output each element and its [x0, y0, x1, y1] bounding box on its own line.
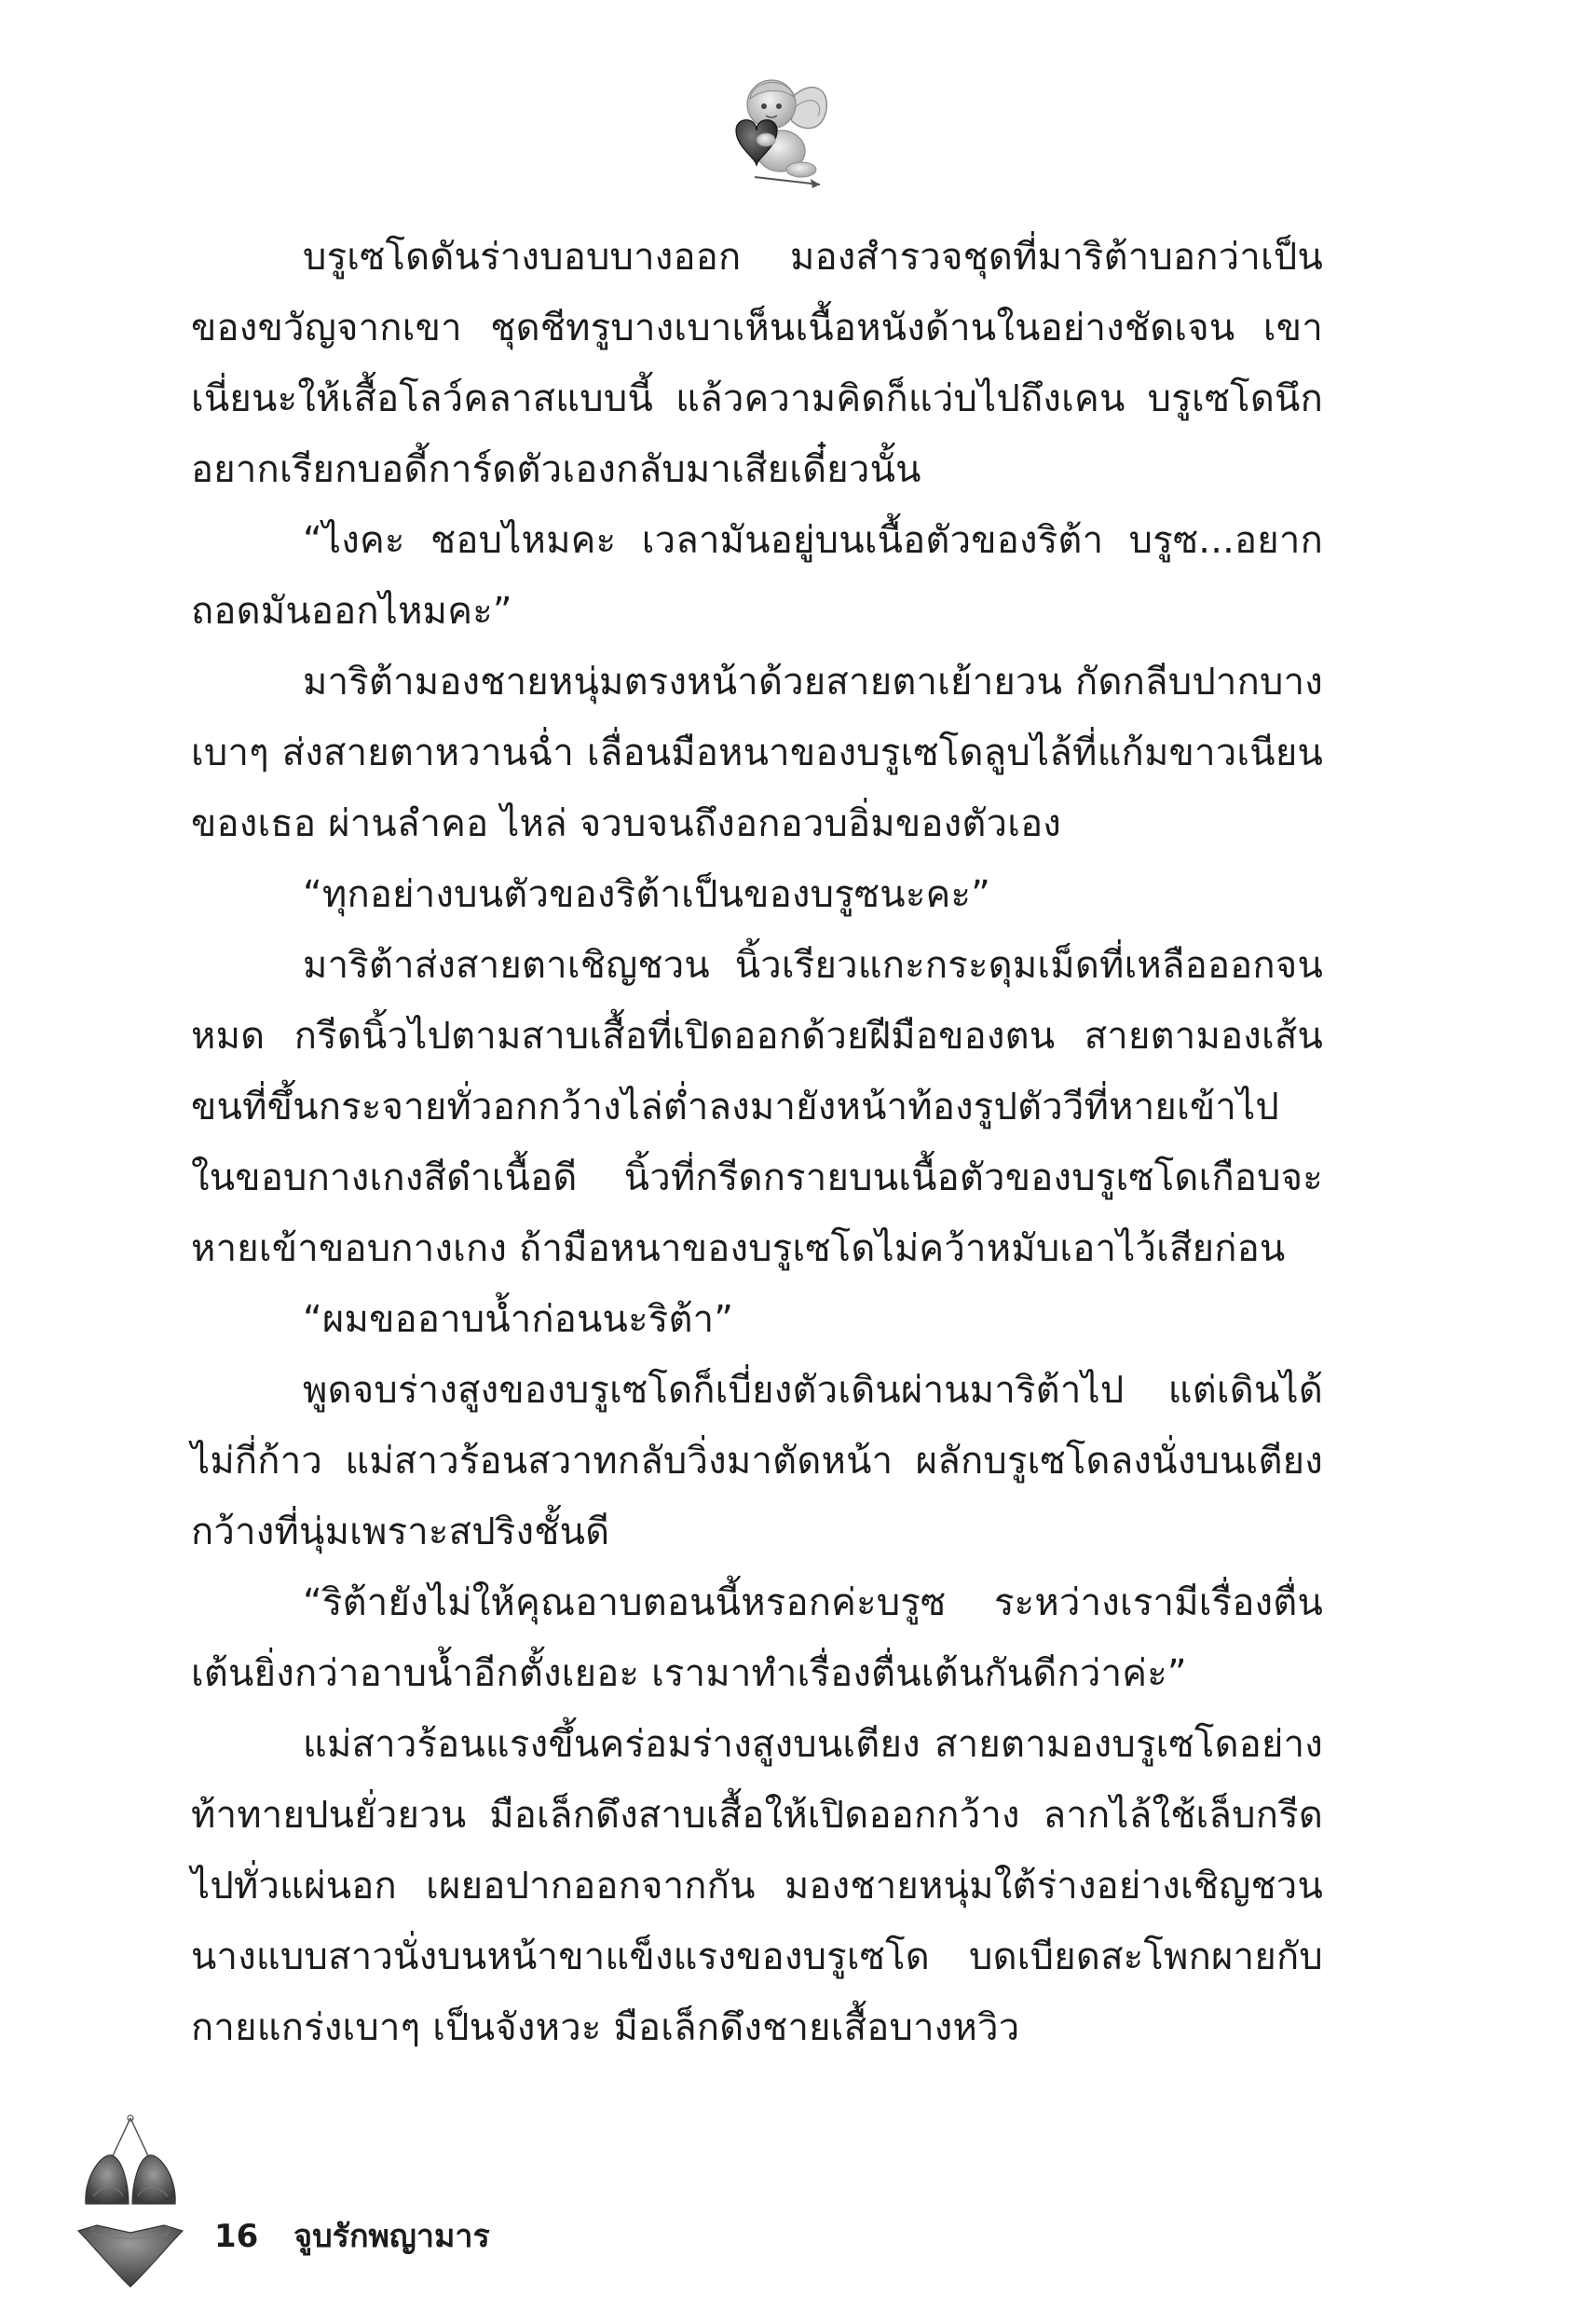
- paragraph-9: แม่สาวร้อนแรงขึ้นคร่อมร่างสูงบนเตียง สายตามองบรูเซโดอย่างท้าทายปนยั่วยวน มือเล็กดึงสาบเสื้อให้เปิดออกกว้าง ลากไล้ใช้เล็บกรีดไปทั่วแผ่นอก เผยอปากออกจากกัน มองชายหนุ่มใต้ร่างอย่างเชิญชวน นางแบบสาวนั่งบนหน้าขาแข็งแรงของบรูเซโด บดเบียดสะโพกผายกับกายแกร่งเบาๆ เป็นจังหวะ มือเล็กดึงชายเสื้อบางหวิว: [191, 1723, 1323, 2049]
- paragraph-3: มาริต้ามองชายหนุ่มตรงหน้าด้วยสายตาเย้ายวน กัดกลีบปากบางเบาๆ ส่งสายตาหวานฉ่ำ เลื่อนมือหนาของบรูเซโดลูบไล้ที่แก้มขาวเนียนของเธอ ผ่านลำคอ ไหล่ จวบจนถึงอกอวบอิ่มของตัวเอง: [191, 661, 1323, 845]
- paragraph-7: พูดจบร่างสูงของบรูเซโดก็เบี่ยงตัวเดินผ่านมาริต้าไป แต่เดินได้ไม่กี่ก้าว แม่สาวร้อนสวาทกลับวิ่งมาตัดหน้า ผลักบรูเซโดลงนั่งบนเตียงกว้างที่นุ่มเพราะสปริงชั้นดี: [191, 1369, 1323, 1553]
- paragraph-4: “ทุกอย่างบนตัวของริต้าเป็นของบรูซนะคะ”: [303, 873, 991, 916]
- page-footer: [214, 2210, 490, 2261]
- page-number: 16: [214, 2218, 259, 2255]
- bikini-bottom-icon: [75, 2218, 186, 2292]
- bikini-top-icon: [75, 2111, 186, 2213]
- paragraph-5: มาริต้าส่งสายตาเชิญชวน นิ้วเรียวแกะกระดุมเม็ดที่เหลือออกจนหมด กรีดนิ้วไปตามสาบเสื้อที่เปิดออกด้วยฝีมือของตน สายตามองเส้นขนที่ขึ้นกระจายทั่วอกกว้างไล่ต่ำลงมายังหน้าท้องรูปตัววีที่หายเข้าไปในขอบกางเกงสีดำเนื้อดี นิ้วที่กรีดกรายบนเนื้อตัวของบรูเซโดเกือบจะหายเข้าขอบกางเกง ถ้ามือหนาของบรูเซโดไม่คว้าหมับเอาไว้เสียก่อน: [191, 944, 1323, 1270]
- body-text: [191, 222, 1323, 2063]
- paragraph-2: “ไงคะ ชอบไหมคะ เวลามันอยู่บนเนื้อตัวของริต้า บรูซ...อยากถอดมันออกไหมคะ”: [191, 519, 1323, 633]
- paragraph-6: “ผมขออาบน้ำก่อนนะริต้า”: [303, 1298, 734, 1341]
- cupid-with-heart-icon: [699, 65, 839, 196]
- book-title: จูบรักพญามาร: [293, 2218, 490, 2255]
- paragraph-8: “ริต้ายังไม่ให้คุณอาบตอนนี้หรอกค่ะบรูซ ระหว่างเรามีเรื่องตื่นเต้นยิ่งกว่าอาบน้ำอีกตั้งเยอะ เรามาทำเรื่องตื่นเต้นกันดีกว่าค่ะ”: [191, 1581, 1323, 1695]
- paragraph-1: บรูเซโดดันร่างบอบบางออก มองสำรวจชุดที่มาริต้าบอกว่าเป็นของขวัญจากเขา ชุดชีทรูบางเบาเห็นเนื้อหนังด้านในอย่างชัดเจน เขาเนี่ยนะให้เสื้อโลว์คลาสแบบนี้ แล้วความคิดก็แว่บไปถึงเคน บรูเซโดนึกอยากเรียกบอดี้การ์ดตัวเองกลับมาเสียเดี๋ยวนั้น: [191, 236, 1323, 491]
